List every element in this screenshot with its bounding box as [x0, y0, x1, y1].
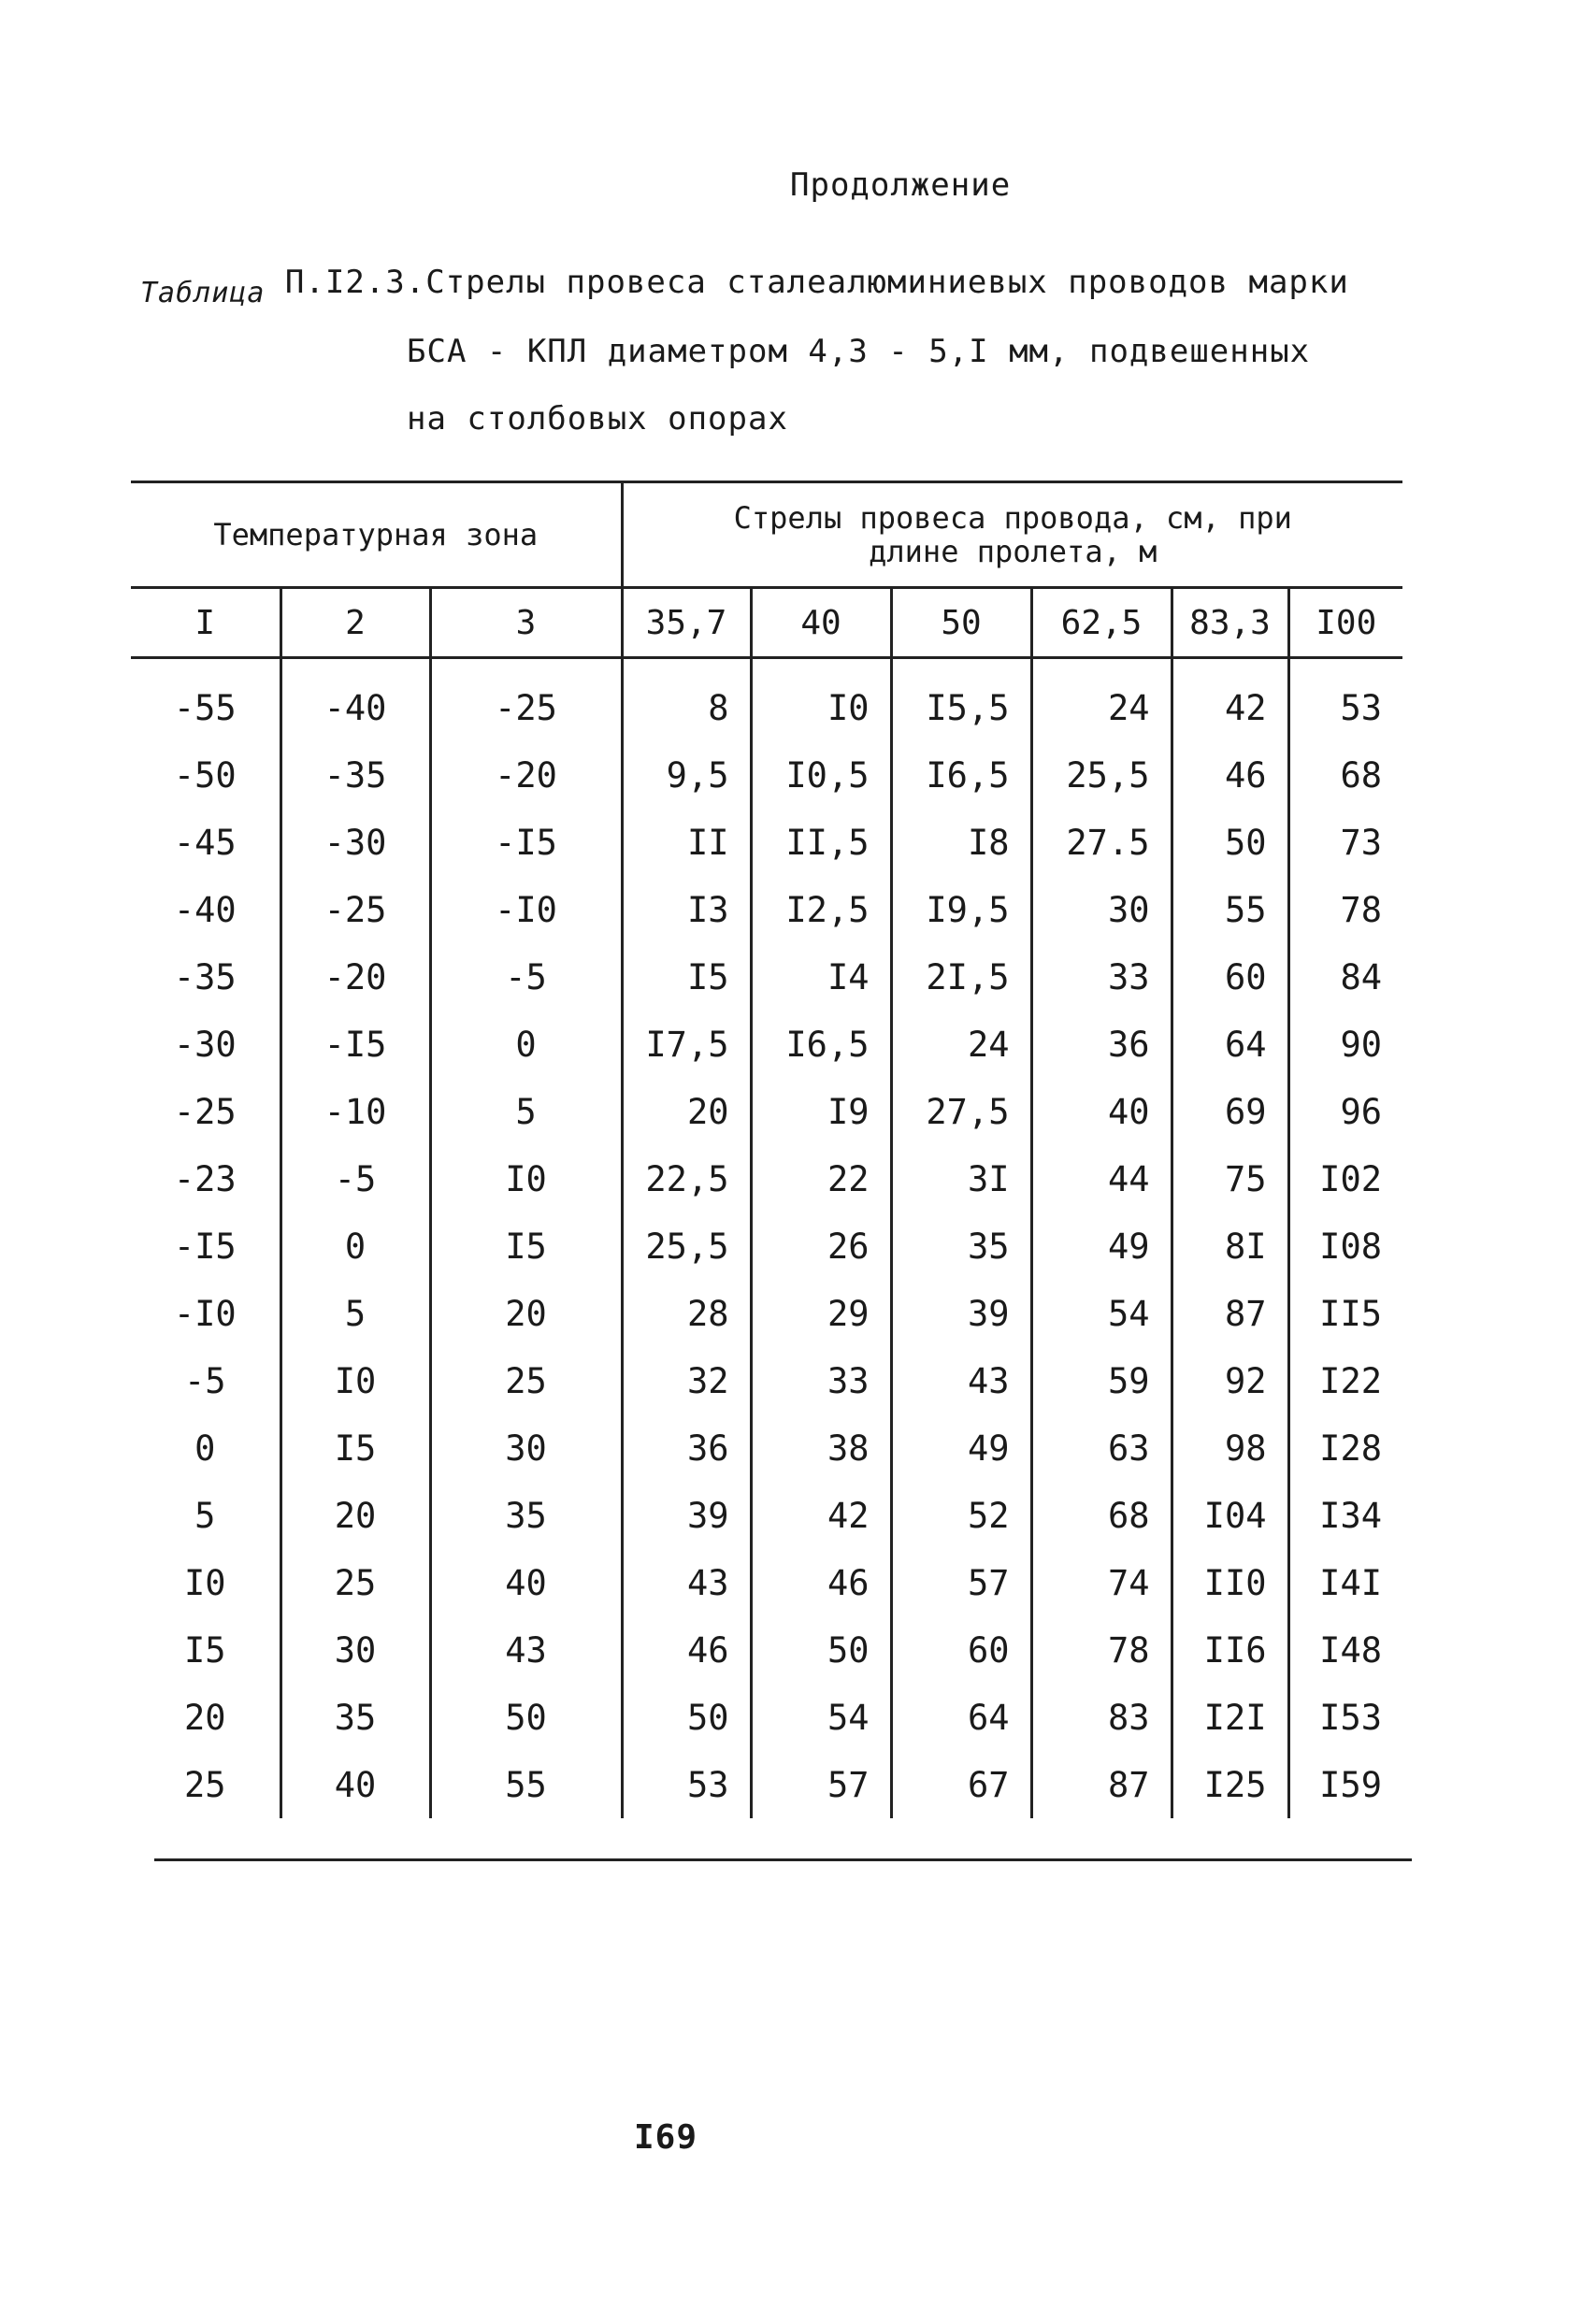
- table-cell: I0: [430, 1145, 622, 1212]
- table-cell: 32: [622, 1347, 751, 1414]
- table-cell: -23: [173, 1158, 237, 1199]
- table-cell: I0,5: [751, 741, 891, 809]
- table-cell: 74: [1031, 1549, 1172, 1616]
- table-cell: 20: [280, 1482, 430, 1549]
- table-cell: 87: [1031, 1751, 1172, 1818]
- table-cell: -I0: [430, 876, 622, 943]
- table-cell: -5: [183, 1360, 226, 1401]
- table-caption-line-1: [140, 264, 1349, 309]
- table-cell: 43: [430, 1616, 622, 1684]
- table-cell: 49: [891, 1414, 1031, 1482]
- table-cell: 92: [1172, 1347, 1288, 1414]
- table-cell: 24: [1031, 658, 1172, 742]
- table-cell: -40: [280, 658, 430, 742]
- zone-col-1-header: I: [131, 588, 280, 658]
- span-col-2-header: 40: [751, 588, 891, 658]
- span-col-5-header: 83,3: [1172, 588, 1288, 658]
- table-cell: I2,5: [751, 876, 891, 943]
- table-cell: 43: [891, 1347, 1031, 1414]
- table-cell: I9: [751, 1078, 891, 1145]
- table-row: [131, 1347, 1402, 1414]
- table-cell: I6,5: [891, 741, 1031, 809]
- table-cell: 20: [430, 1280, 622, 1347]
- table-row: [131, 1616, 1402, 1684]
- table-cell: I34: [1288, 1482, 1402, 1549]
- table-caption-label: Таблица: [140, 277, 266, 309]
- table-row: [131, 741, 1402, 809]
- table-cell: 5: [194, 1495, 216, 1536]
- table-row: [131, 1011, 1402, 1078]
- table-cell: 0: [194, 1427, 216, 1469]
- table-cell: 39: [622, 1482, 751, 1549]
- table-cell: 73: [1288, 809, 1402, 876]
- span-col-4-header: 62,5: [1031, 588, 1172, 658]
- table-cell: 78: [1288, 876, 1402, 943]
- table-cell: 30: [430, 1414, 622, 1482]
- table-cell: 68: [1288, 741, 1402, 809]
- table-cell: 55: [1172, 876, 1288, 943]
- table-row: [131, 1549, 1402, 1616]
- table-cell: II5: [1288, 1280, 1402, 1347]
- table-cell: 42: [1172, 658, 1288, 742]
- table-cell: 40: [280, 1751, 430, 1818]
- table-cell: -35: [173, 956, 237, 997]
- table-cell: 24: [891, 1011, 1031, 1078]
- sag-header-line-1: Стрелы провеса провода, см, при: [733, 500, 1292, 536]
- table-cell: 59: [1031, 1347, 1172, 1414]
- table-row: [131, 1280, 1402, 1347]
- table-cell: I3: [622, 876, 751, 943]
- table-cell: -50: [173, 754, 237, 796]
- span-col-3-header: 50: [891, 588, 1031, 658]
- table-cell: I0: [751, 658, 891, 742]
- table-cell: I04: [1172, 1482, 1288, 1549]
- table-cell: 27,5: [891, 1078, 1031, 1145]
- table-cell: I53: [1288, 1684, 1402, 1751]
- continuation-label: Продолжение: [790, 166, 1012, 204]
- table-cell: I7,5: [622, 1011, 751, 1078]
- table-cell: 50: [1172, 809, 1288, 876]
- table-cell: 90: [1288, 1011, 1402, 1078]
- table-cell: -5: [430, 943, 622, 1011]
- table-caption-text-1: П.I2.3.Стрелы провеса сталеалюминиевых проводов марки: [284, 264, 1349, 301]
- table-cell: II: [622, 809, 751, 876]
- table-cell: I0: [183, 1562, 226, 1603]
- table-cell: 9,5: [622, 741, 751, 809]
- table-row: [131, 1078, 1402, 1145]
- table-cell: 22,5: [622, 1145, 751, 1212]
- sag-header: [622, 482, 1402, 588]
- table-cell: II0: [1172, 1549, 1288, 1616]
- table-cell: 35: [891, 1212, 1031, 1280]
- zone-header: Температурная зона: [131, 482, 622, 588]
- table-cell: I08: [1288, 1212, 1402, 1280]
- table-cell: -25: [430, 658, 622, 742]
- table-cell: I5: [280, 1414, 430, 1482]
- table-cell: I22: [1288, 1347, 1402, 1414]
- table-cell: 25: [430, 1347, 622, 1414]
- table-cell: 54: [751, 1684, 891, 1751]
- table-cell: 53: [1288, 658, 1402, 742]
- table-cell: 39: [891, 1280, 1031, 1347]
- table-cell: 78: [1031, 1616, 1172, 1684]
- table-cell: 20: [183, 1697, 226, 1738]
- table-cell: 55: [430, 1751, 622, 1818]
- table-cell: 8: [622, 658, 751, 742]
- table-cell: -I0: [173, 1293, 237, 1334]
- table-cell: 64: [1172, 1011, 1288, 1078]
- table-cell: 53: [622, 1751, 751, 1818]
- table-cell: 60: [1172, 943, 1288, 1011]
- table-cell: 57: [751, 1751, 891, 1818]
- table-cell: I2I: [1172, 1684, 1288, 1751]
- zone-col-3-header: 3: [430, 588, 622, 658]
- table-cell: -30: [173, 1024, 237, 1065]
- table-cell: -55: [173, 687, 237, 728]
- table-row: [131, 943, 1402, 1011]
- table-cell: 75: [1172, 1145, 1288, 1212]
- table-row: [131, 1212, 1402, 1280]
- table-cell: 35: [280, 1684, 430, 1751]
- table-cell: 5: [280, 1280, 430, 1347]
- table-cell: 96: [1288, 1078, 1402, 1145]
- table-cell: 30: [280, 1616, 430, 1684]
- page-number: I69: [634, 2118, 698, 2157]
- table-cell: -20: [430, 741, 622, 809]
- table-cell: 33: [751, 1347, 891, 1414]
- table-cell: I4: [751, 943, 891, 1011]
- table-bottom-rule: [154, 1858, 1412, 1861]
- table-cell: 68: [1031, 1482, 1172, 1549]
- table-cell: 83: [1031, 1684, 1172, 1751]
- span-col-6-header: I00: [1288, 588, 1402, 658]
- table-cell: I5,5: [891, 658, 1031, 742]
- table-row: [131, 1414, 1402, 1482]
- table-cell: I02: [1288, 1145, 1402, 1212]
- table-row: [131, 809, 1402, 876]
- table-cell: -I5: [430, 809, 622, 876]
- table-cell: 54: [1031, 1280, 1172, 1347]
- table-cell: 26: [751, 1212, 891, 1280]
- table-cell: 25,5: [1031, 741, 1172, 809]
- table-cell: -25: [173, 1091, 237, 1132]
- table-cell: 0: [280, 1212, 430, 1280]
- table-cell: I0: [280, 1347, 430, 1414]
- table-cell: 43: [622, 1549, 751, 1616]
- table-cell: 22: [751, 1145, 891, 1212]
- table-caption-line-2: БСА - КПЛ диаметром 4,3 - 5,I мм, подвешенных: [407, 333, 1311, 370]
- table-cell: 50: [751, 1616, 891, 1684]
- sag-header-line-2: длине пролета, м: [869, 534, 1157, 569]
- table-cell: I5: [430, 1212, 622, 1280]
- table-cell: 64: [891, 1684, 1031, 1751]
- table-cell: I5: [183, 1629, 226, 1671]
- table-cell: 52: [891, 1482, 1031, 1549]
- table-cell: 42: [751, 1482, 891, 1549]
- table-cell: 49: [1031, 1212, 1172, 1280]
- table-cell: 40: [430, 1549, 622, 1616]
- group-header-row: [131, 482, 1402, 588]
- table-cell: -25: [280, 876, 430, 943]
- sag-table: [131, 481, 1402, 1818]
- table-row: [131, 1482, 1402, 1549]
- table-cell: I5: [622, 943, 751, 1011]
- table-cell: 25: [280, 1549, 430, 1616]
- table-cell: 57: [891, 1549, 1031, 1616]
- table-cell: 33: [1031, 943, 1172, 1011]
- table-cell: 35: [430, 1482, 622, 1549]
- zone-col-2-header: 2: [280, 588, 430, 658]
- table-row: [131, 1751, 1402, 1818]
- table-row: [131, 1684, 1402, 1751]
- table-cell: 25: [183, 1764, 226, 1805]
- table-cell: 29: [751, 1280, 891, 1347]
- table-caption-line-3: на столбовых опорах: [407, 400, 788, 438]
- table-row: [131, 658, 1402, 742]
- table-cell: -30: [280, 809, 430, 876]
- table-cell: 28: [622, 1280, 751, 1347]
- table-cell: 67: [891, 1751, 1031, 1818]
- table-cell: -5: [280, 1145, 430, 1212]
- table-cell: 3I: [891, 1145, 1031, 1212]
- table-cell: 63: [1031, 1414, 1172, 1482]
- table-cell: I4I: [1288, 1549, 1402, 1616]
- table-cell: 98: [1172, 1414, 1288, 1482]
- table-cell: 44: [1031, 1145, 1172, 1212]
- table-cell: 36: [622, 1414, 751, 1482]
- table-cell: 46: [622, 1616, 751, 1684]
- table-cell: 0: [430, 1011, 622, 1078]
- table-cell: 2I,5: [891, 943, 1031, 1011]
- table-cell: 69: [1172, 1078, 1288, 1145]
- table-cell: I8: [891, 809, 1031, 876]
- table-cell: 36: [1031, 1011, 1172, 1078]
- table-cell: 25,5: [622, 1212, 751, 1280]
- table-cell: 50: [622, 1684, 751, 1751]
- table-cell: 46: [751, 1549, 891, 1616]
- table-cell: -20: [280, 943, 430, 1011]
- table-cell: 20: [622, 1078, 751, 1145]
- table-cell: 27.5: [1031, 809, 1172, 876]
- table-cell: II6: [1172, 1616, 1288, 1684]
- table-cell: 87: [1172, 1280, 1288, 1347]
- table-cell: 8I: [1172, 1212, 1288, 1280]
- table-cell: 38: [751, 1414, 891, 1482]
- table-cell: II,5: [751, 809, 891, 876]
- table-cell: -35: [280, 741, 430, 809]
- table-cell: I6,5: [751, 1011, 891, 1078]
- table-cell: -40: [173, 889, 237, 930]
- table-cell: -45: [173, 822, 237, 863]
- table-cell: I48: [1288, 1616, 1402, 1684]
- table-cell: I25: [1172, 1751, 1288, 1818]
- span-col-1-header: 35,7: [622, 588, 751, 658]
- table-cell: 84: [1288, 943, 1402, 1011]
- column-header-row: [131, 588, 1402, 658]
- table-cell: 5: [430, 1078, 622, 1145]
- table-cell: I59: [1288, 1751, 1402, 1818]
- table-cell: I28: [1288, 1414, 1402, 1482]
- table-row: [131, 876, 1402, 943]
- table-cell: 40: [1031, 1078, 1172, 1145]
- table-cell: 50: [430, 1684, 622, 1751]
- table-cell: -10: [280, 1078, 430, 1145]
- table-cell: I9,5: [891, 876, 1031, 943]
- table-row: [131, 1145, 1402, 1212]
- table-cell: 60: [891, 1616, 1031, 1684]
- table-cell: -I5: [280, 1011, 430, 1078]
- table-cell: 46: [1172, 741, 1288, 809]
- table-cell: 30: [1031, 876, 1172, 943]
- table-cell: -I5: [173, 1226, 237, 1267]
